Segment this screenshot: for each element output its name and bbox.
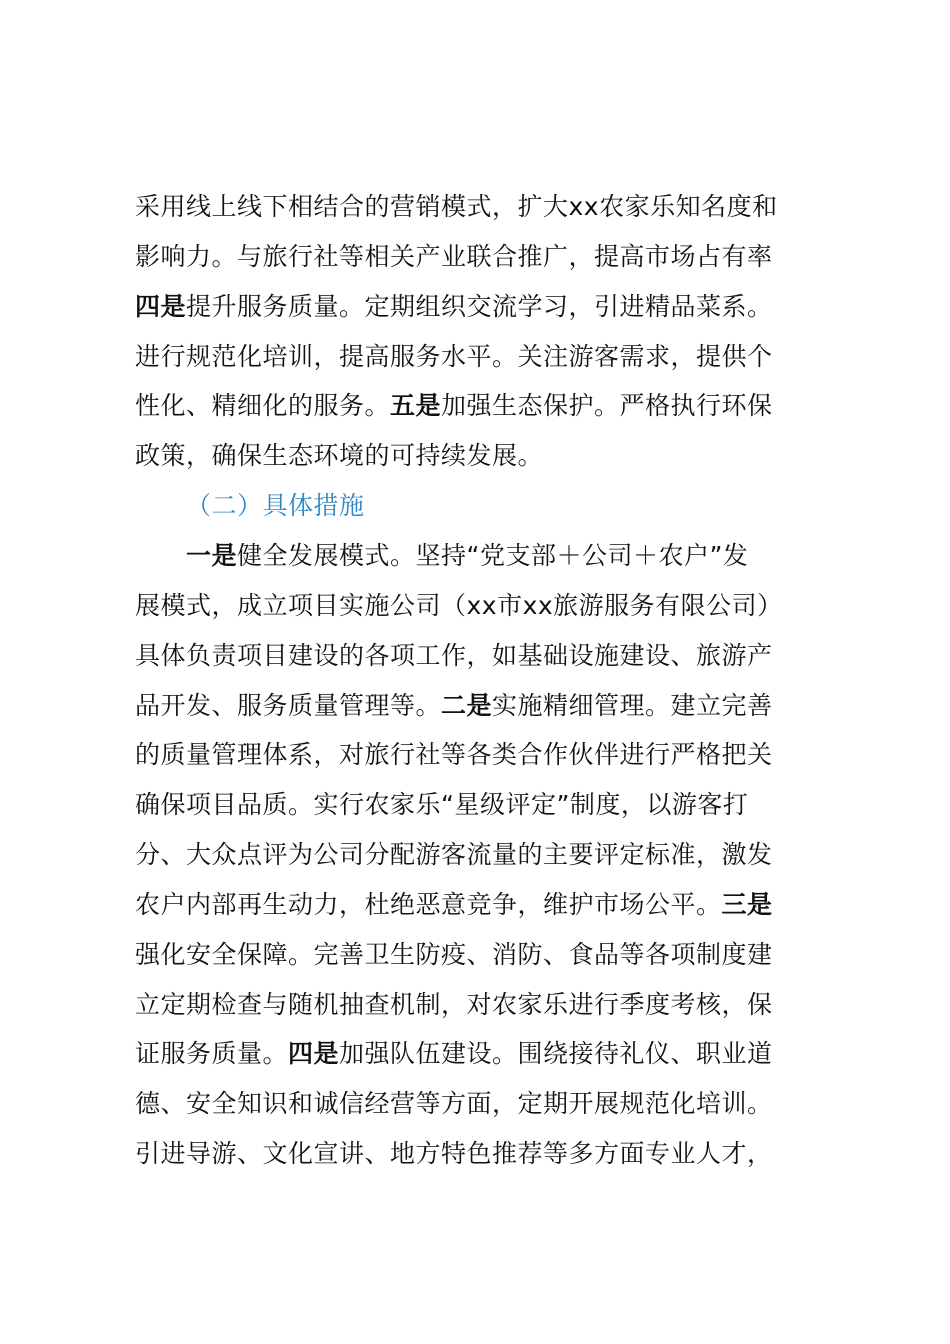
text-run: 强化安全保障。完善卫生防疫、消防、食品等各项制度建 xyxy=(135,939,773,969)
text-run: 实施精细管理。建立完善 xyxy=(492,690,773,720)
text-line xyxy=(135,985,835,1025)
text-run: 加强生态保护。严格执行环保 xyxy=(441,391,773,421)
text-line xyxy=(135,785,835,825)
text-line xyxy=(135,885,835,925)
text-line xyxy=(135,1034,835,1074)
text-run: 立定期检查与随机抽查机制，对农家乐进行季度考核，保 xyxy=(135,989,773,1019)
text-line xyxy=(135,386,835,426)
bold-label: 四是 xyxy=(135,291,187,321)
text-run: 展模式，成立项目实施公司（xx市xx旅游服务有限公司） xyxy=(135,590,783,620)
text-line xyxy=(135,686,835,726)
text-run: 的质量管理体系，对旅行社等各类合作伙伴进行严格把关 xyxy=(135,740,773,770)
text-line xyxy=(135,436,835,476)
text-run: 采用线上线下相结合的营销模式，扩大xx农家乐知名度和 xyxy=(135,192,778,221)
text-run: 进行规范化培训，提高服务水平。关注游客需求，提供个 xyxy=(135,341,773,371)
text-line xyxy=(135,935,835,975)
text-run: 确保项目品质。实行农家乐“星级评定”制度，以游客打 xyxy=(135,790,749,820)
text-run: 提升服务质量。定期组织交流学习，引进精品菜系。 xyxy=(186,291,773,321)
bold-label: 三是 xyxy=(721,889,773,919)
text-run: 分、大众点评为公司分配游客流量的主要评定标准，激发 xyxy=(135,840,773,870)
section-heading xyxy=(186,486,886,526)
text-run: 性化、精细化的服务。 xyxy=(135,391,391,421)
text-line xyxy=(135,636,835,676)
text-run: 影响力。与旅行社等相关产业联合推广，提高市场占有率 xyxy=(135,241,773,271)
text-line xyxy=(135,735,835,775)
text-run: 农户内部再生动力，杜绝恶意竞争，维护市场公平。 xyxy=(135,889,722,919)
bold-label: 二是 xyxy=(441,690,493,720)
text-run: 健全发展模式。坚持“党支部＋公司＋农户”发 xyxy=(237,540,749,570)
text-run: 品开发、服务质量管理等。 xyxy=(135,690,442,720)
text-line xyxy=(135,835,835,875)
text-line xyxy=(135,237,835,277)
text-run: 政策，确保生态环境的可持续发展。 xyxy=(135,441,544,471)
bold-label: 五是 xyxy=(390,391,442,421)
text-run: 具体负责项目建设的各项工作，如基础设施建设、旅游产 xyxy=(135,640,773,670)
text-run: （二）具体措施 xyxy=(186,491,365,521)
text-line xyxy=(135,1134,835,1174)
text-line xyxy=(135,337,835,377)
text-line xyxy=(135,1084,835,1124)
text-line xyxy=(135,586,835,626)
text-run: 加强队伍建设。围绕接待礼仪、职业道 xyxy=(339,1039,773,1069)
text-run: 证服务质量。 xyxy=(135,1039,289,1069)
bold-label: 一是 xyxy=(186,540,238,570)
text-run: 德、安全知识和诚信经营等方面，定期开展规范化培训。 xyxy=(135,1089,773,1119)
text-line xyxy=(135,187,835,227)
text-run: 引进导游、文化宣讲、地方特色推荐等多方面专业人才， xyxy=(135,1139,773,1169)
text-line xyxy=(186,536,886,576)
bold-label: 四是 xyxy=(288,1039,340,1069)
text-line xyxy=(135,287,835,327)
